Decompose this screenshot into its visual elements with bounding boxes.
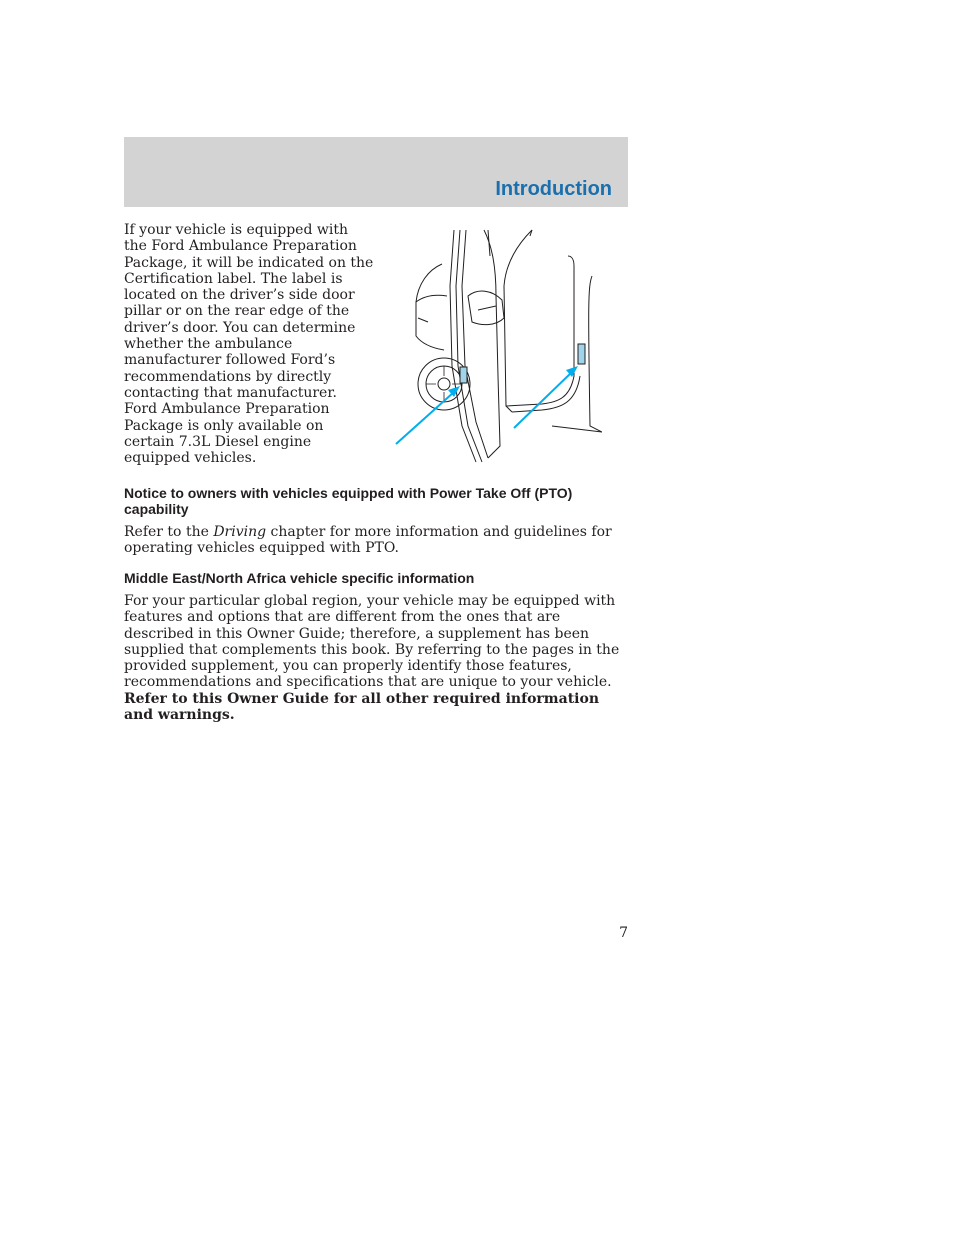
mena-heading: Middle East/North Africa vehicle specific information [124, 570, 475, 586]
door-pillar-label-illustration [392, 226, 602, 466]
door-opening [504, 230, 602, 432]
vehicle-fender [416, 264, 444, 350]
pto-text-after: chapter for more information and guidelines for operating vehicles equipped with PTO. [124, 524, 612, 557]
mena-bold-note: Refer to this Owner Guide for all other required information and warnings. [124, 690, 599, 724]
page-number: 7 [619, 925, 628, 941]
driving-chapter-reference: Driving [213, 524, 267, 540]
arrow-to-pillar-label [514, 366, 578, 428]
pto-paragraph [124, 524, 628, 557]
pto-heading: Notice to owners with vehicles equipped with Power Take Off (PTO) capability [124, 485, 573, 517]
intro-paragraph: If your vehicle is equipped with the Ford Ambulance Preparation Package, it will be indicated on the Certification label. The label is located on the driver’s side door pillar or on the rear edge of the driver’s door. You can determine whether the ambulance manufacturer followed Ford’s recommendations by directly contacting that manufacturer. Ford Ambulance Preparation Package is only available on certain 7.3L Diesel engine equipped vehicles. [124, 222, 374, 467]
arrow-to-door-label [396, 386, 460, 444]
mena-paragraph [124, 593, 628, 723]
pto-text-before: Refer to the [124, 524, 214, 540]
section-header-band [124, 137, 628, 207]
mena-text: For your particular global region, your vehicle may be equipped with features and options that are different from the ones that are described in this Owner Guide; therefore, a supplement has been supplied that complements this book. By referring to the pages in the provided supplement, you can properly identify those features, recommendations and specifications that are unique to your vehicle. [124, 593, 620, 691]
door-pillar-label [578, 344, 585, 364]
door-edge-label [460, 367, 467, 383]
open-door [450, 230, 504, 462]
section-title: Introduction [495, 178, 612, 200]
